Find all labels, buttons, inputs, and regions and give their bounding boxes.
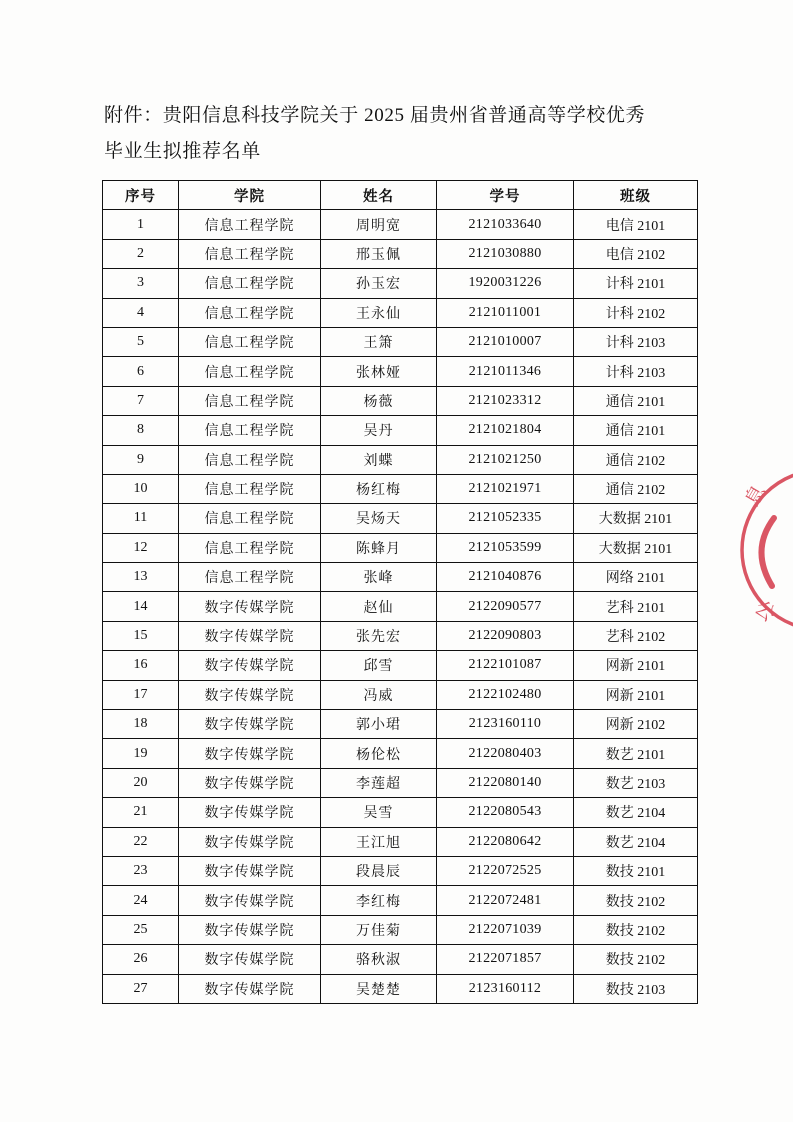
row-class: 数技 2102 [574, 915, 698, 944]
row-student-id: 1920031226 [437, 269, 574, 298]
row-college: 数字传媒学院 [179, 798, 321, 827]
row-college: 信息工程学院 [179, 210, 321, 239]
row-college: 信息工程学院 [179, 298, 321, 327]
recommendation-list-table [102, 180, 698, 1004]
row-college: 数字传媒学院 [179, 651, 321, 680]
row-class: 网新 2102 [574, 710, 698, 739]
table-row [103, 416, 698, 445]
row-student-id: 2121040876 [437, 563, 574, 592]
table-row [103, 357, 698, 386]
table-row [103, 915, 698, 944]
row-index: 23 [103, 856, 179, 885]
row-name: 李莲超 [321, 768, 437, 797]
seal-emblem-arc [761, 518, 774, 586]
row-name: 张峰 [321, 563, 437, 592]
row-student-id: 2122072481 [437, 886, 574, 915]
row-student-id: 2122072525 [437, 856, 574, 885]
row-name: 王箫 [321, 327, 437, 356]
row-name: 王永仙 [321, 298, 437, 327]
row-student-id: 2122080403 [437, 739, 574, 768]
table-row [103, 827, 698, 856]
table-row [103, 533, 698, 562]
row-name: 吴楚楚 [321, 974, 437, 1003]
row-class: 数技 2102 [574, 945, 698, 974]
row-student-id: 2121011001 [437, 298, 574, 327]
row-class: 艺科 2101 [574, 592, 698, 621]
row-name: 赵仙 [321, 592, 437, 621]
row-student-id: 2121021971 [437, 474, 574, 503]
row-college: 数字传媒学院 [179, 739, 321, 768]
row-index: 19 [103, 739, 179, 768]
row-student-id: 2122102480 [437, 680, 574, 709]
row-index: 9 [103, 445, 179, 474]
row-student-id: 2122080140 [437, 768, 574, 797]
row-index: 1 [103, 210, 179, 239]
table-row [103, 621, 698, 650]
row-student-id: 2122080642 [437, 827, 574, 856]
row-name: 杨薇 [321, 386, 437, 415]
row-name: 周明宽 [321, 210, 437, 239]
row-index: 26 [103, 945, 179, 974]
row-student-id: 2121052335 [437, 504, 574, 533]
row-class: 通信 2101 [574, 416, 698, 445]
table-row [103, 474, 698, 503]
header-class: 班级 [574, 181, 698, 210]
header-college: 学院 [179, 181, 321, 210]
table-row [103, 945, 698, 974]
table-row [103, 798, 698, 827]
row-name: 杨红梅 [321, 474, 437, 503]
row-class: 数艺 2104 [574, 827, 698, 856]
seal-char: 公 [749, 595, 781, 627]
table-row [103, 327, 698, 356]
row-college: 数字传媒学院 [179, 945, 321, 974]
row-name: 吴雪 [321, 798, 437, 827]
row-index: 20 [103, 768, 179, 797]
row-college: 数字传媒学院 [179, 592, 321, 621]
row-index: 3 [103, 269, 179, 298]
row-college: 信息工程学院 [179, 445, 321, 474]
row-student-id: 2122090803 [437, 621, 574, 650]
row-name: 段晨辰 [321, 856, 437, 885]
row-student-id: 2121030880 [437, 239, 574, 268]
row-index: 4 [103, 298, 179, 327]
row-index: 2 [103, 239, 179, 268]
row-student-id: 2121010007 [437, 327, 574, 356]
row-class: 电信 2102 [574, 239, 698, 268]
row-college: 数字传媒学院 [179, 710, 321, 739]
row-class: 数技 2103 [574, 974, 698, 1003]
seal-char: 息 [739, 480, 771, 511]
row-name: 王江旭 [321, 827, 437, 856]
row-name: 邱雪 [321, 651, 437, 680]
row-student-id: 2121021804 [437, 416, 574, 445]
row-index: 13 [103, 563, 179, 592]
row-name: 吴炀天 [321, 504, 437, 533]
row-class: 计科 2102 [574, 298, 698, 327]
header-name: 姓名 [321, 181, 437, 210]
row-class: 网新 2101 [574, 651, 698, 680]
row-index: 6 [103, 357, 179, 386]
row-student-id: 2122101087 [437, 651, 574, 680]
row-class: 网新 2101 [574, 680, 698, 709]
table-row [103, 856, 698, 885]
row-name: 吴丹 [321, 416, 437, 445]
table-row [103, 298, 698, 327]
row-index: 5 [103, 327, 179, 356]
row-index: 18 [103, 710, 179, 739]
row-name: 万佳菊 [321, 915, 437, 944]
row-college: 数字传媒学院 [179, 974, 321, 1003]
row-college: 信息工程学院 [179, 269, 321, 298]
row-name: 杨伦松 [321, 739, 437, 768]
row-name: 李红梅 [321, 886, 437, 915]
row-student-id: 2123160112 [437, 974, 574, 1003]
row-class: 数艺 2101 [574, 739, 698, 768]
row-name: 陈蜂月 [321, 533, 437, 562]
row-name: 冯威 [321, 680, 437, 709]
document-title-line-1: 附件：贵阳信息科技学院关于 2025 届贵州省普通高等学校优秀 [104, 105, 646, 126]
row-class: 通信 2101 [574, 386, 698, 415]
row-class: 电信 2101 [574, 210, 698, 239]
row-student-id: 2122090577 [437, 592, 574, 621]
row-college: 信息工程学院 [179, 504, 321, 533]
row-college: 数字传媒学院 [179, 768, 321, 797]
row-class: 计科 2101 [574, 269, 698, 298]
row-class: 艺科 2102 [574, 621, 698, 650]
row-college: 信息工程学院 [179, 563, 321, 592]
row-class: 数艺 2103 [574, 768, 698, 797]
row-index: 14 [103, 592, 179, 621]
row-student-id: 2122071857 [437, 945, 574, 974]
table-row [103, 710, 698, 739]
document-title-line-2: 毕业生拟推荐名单 [104, 141, 261, 162]
row-student-id: 2121053599 [437, 533, 574, 562]
row-college: 数字传媒学院 [179, 856, 321, 885]
row-class: 通信 2102 [574, 445, 698, 474]
row-name: 张林娅 [321, 357, 437, 386]
row-college: 数字传媒学院 [179, 827, 321, 856]
row-college: 数字传媒学院 [179, 915, 321, 944]
row-class: 数艺 2104 [574, 798, 698, 827]
table-row [103, 592, 698, 621]
row-student-id: 2121033640 [437, 210, 574, 239]
table-row [103, 269, 698, 298]
row-college: 数字传媒学院 [179, 680, 321, 709]
row-index: 15 [103, 621, 179, 650]
row-index: 27 [103, 974, 179, 1003]
row-class: 通信 2102 [574, 474, 698, 503]
row-college: 信息工程学院 [179, 474, 321, 503]
row-class: 网络 2101 [574, 563, 698, 592]
row-college: 数字传媒学院 [179, 621, 321, 650]
header-student-id: 学号 [437, 181, 574, 210]
row-class: 大数据 2101 [574, 504, 698, 533]
table-row [103, 974, 698, 1003]
row-student-id: 2121023312 [437, 386, 574, 415]
row-student-id: 2122071039 [437, 915, 574, 944]
row-class: 计科 2103 [574, 357, 698, 386]
table-row [103, 445, 698, 474]
table-row [103, 563, 698, 592]
table-row [103, 680, 698, 709]
official-seal [736, 458, 793, 648]
table-row [103, 210, 698, 239]
row-index: 16 [103, 651, 179, 680]
row-class: 计科 2103 [574, 327, 698, 356]
row-index: 25 [103, 915, 179, 944]
table-body [103, 210, 698, 1004]
table-row [103, 651, 698, 680]
row-index: 24 [103, 886, 179, 915]
row-index: 7 [103, 386, 179, 415]
row-name: 孙玉宏 [321, 269, 437, 298]
row-college: 信息工程学院 [179, 386, 321, 415]
header-index: 序号 [103, 181, 179, 210]
row-name: 邢玉佩 [321, 239, 437, 268]
row-college: 信息工程学院 [179, 416, 321, 445]
row-name: 刘蝶 [321, 445, 437, 474]
row-index: 21 [103, 798, 179, 827]
row-index: 12 [103, 533, 179, 562]
row-name: 骆秋淑 [321, 945, 437, 974]
table-row [103, 739, 698, 768]
row-index: 10 [103, 474, 179, 503]
row-student-id: 2121021250 [437, 445, 574, 474]
row-class: 数技 2102 [574, 886, 698, 915]
row-index: 22 [103, 827, 179, 856]
row-name: 郭小珺 [321, 710, 437, 739]
row-college: 数字传媒学院 [179, 886, 321, 915]
table-row [103, 386, 698, 415]
table-row [103, 886, 698, 915]
row-student-id: 2122080543 [437, 798, 574, 827]
row-index: 11 [103, 504, 179, 533]
row-college: 信息工程学院 [179, 357, 321, 386]
table-header-row [103, 181, 698, 210]
table-row [103, 768, 698, 797]
table-row [103, 239, 698, 268]
row-college: 信息工程学院 [179, 239, 321, 268]
row-college: 信息工程学院 [179, 533, 321, 562]
table-row [103, 504, 698, 533]
row-index: 17 [103, 680, 179, 709]
row-index: 8 [103, 416, 179, 445]
row-student-id: 2123160110 [437, 710, 574, 739]
row-class: 数技 2101 [574, 856, 698, 885]
row-class: 大数据 2101 [574, 533, 698, 562]
row-college: 信息工程学院 [179, 327, 321, 356]
row-student-id: 2121011346 [437, 357, 574, 386]
row-name: 张先宏 [321, 621, 437, 650]
